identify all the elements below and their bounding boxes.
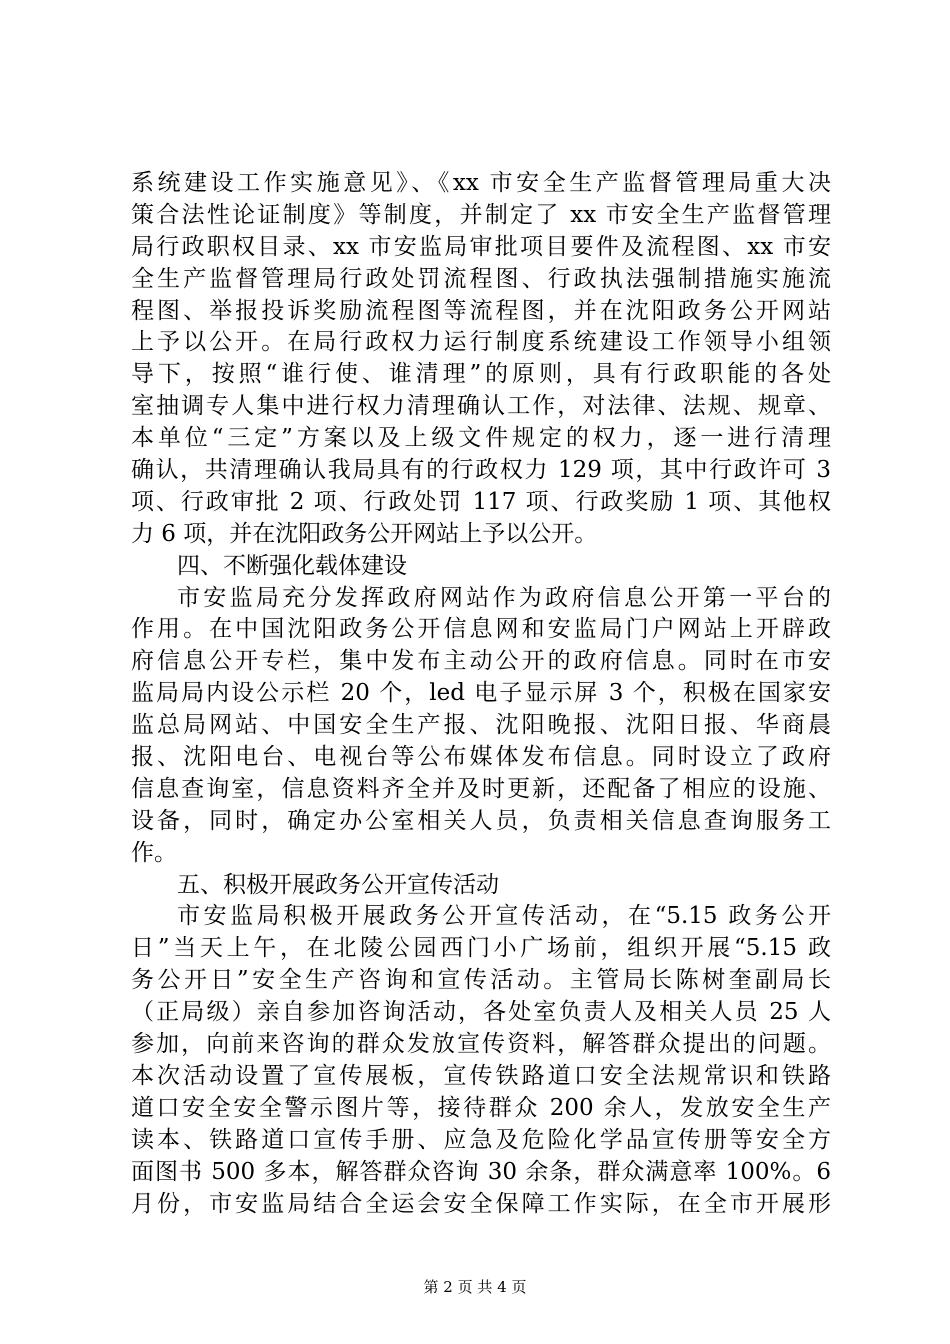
body-line: 设备，同时，确定办公室相关人员，负责相关信息查询服务工 bbox=[131, 807, 831, 834]
body-line: 道口安全安全警示图片等，接待群众 200 余人，发放安全生产 bbox=[131, 1094, 831, 1121]
body-line: 市安监局充分发挥政府网站作为政府信息公开第一平台的 bbox=[177, 584, 831, 611]
body-line: 局行政职权目录、xx 市安监局审批项目要件及流程图、xx 市安 bbox=[131, 233, 831, 260]
body-line: 监局局内设公示栏 20 个，led 电子显示屏 3 个，积极在国家安 bbox=[131, 680, 831, 707]
body-line: 参加，向前来咨询的群众发放宣传资料，解答群众提出的问题。 bbox=[131, 1031, 831, 1058]
body-line: 系统建设工作实施意见》、《xx 市安全生产监督管理局重大决 bbox=[131, 170, 831, 196]
body-line: 策合法性论证制度》等制度，并制定了 xx 市安全生产监督管理 bbox=[131, 201, 831, 228]
body-line: 上予以公开。在局行政权力运行制度系统建设工作领导小组领 bbox=[131, 329, 831, 356]
body-line: 确认，共清理确认我局具有的行政权力 129 项，其中行政许可 3 bbox=[131, 457, 831, 484]
body-line: （正局级）亲自参加咨询活动，各处室负责人及相关人员 25 人 bbox=[131, 999, 831, 1026]
body-line: 报、沈阳电台、电视台等公布媒体发布信息。同时设立了政府 bbox=[131, 744, 831, 771]
body-line: 务公开日”安全生产咨询和宣传活动。主管局长陈树奎副局长 bbox=[131, 967, 831, 994]
body-line: 程图、举报投诉奖励流程图等流程图，并在沈阳政务公开网站 bbox=[131, 297, 831, 324]
section-heading: 四、不断强化载体建设 bbox=[177, 552, 407, 579]
body-line: 读本、铁路道口宣传手册、应急及危险化学品宣传册等安全方 bbox=[131, 1126, 831, 1153]
body-line: 作。 bbox=[131, 839, 177, 866]
body-line: 日”当天上午，在北陵公园西门小广场前，组织开展“5.15 政 bbox=[131, 935, 831, 962]
body-line: 监总局网站、中国安全生产报、沈阳晚报、沈阳日报、华商晨 bbox=[131, 712, 831, 739]
section-heading: 五、积极开展政务公开宣传活动 bbox=[177, 871, 499, 898]
body-line: 导下，按照“谁行使、谁清理”的原则，具有行政职能的各处 bbox=[131, 361, 831, 388]
body-line: 本单位“三定”方案以及上级文件规定的权力，逐一进行清理 bbox=[131, 425, 831, 452]
body-line: 月份，市安监局结合全运会安全保障工作实际，在全市开展形 bbox=[131, 1190, 831, 1217]
page-number-footer: 第 2 页 共 4 页 bbox=[423, 1278, 527, 1296]
body-line: 室抽调专人集中进行权力清理确认工作，对法律、法规、规章、 bbox=[131, 393, 831, 420]
body-line: 力 6 项，并在沈阳政务公开网站上予以公开。 bbox=[131, 520, 598, 547]
body-line: 面图书 500 多本，解答群众咨询 30 余条，群众满意率 100%。6 bbox=[131, 1158, 831, 1185]
body-line: 全生产监督管理局行政处罚流程图、行政执法强制措施实施流 bbox=[131, 265, 831, 292]
body-line: 作用。在中国沈阳政务公开信息网和安监局门户网站上开辟政 bbox=[131, 616, 831, 643]
body-line: 信息查询室，信息资料齐全并及时更新，还配备了相应的设施、 bbox=[131, 775, 831, 802]
body-line: 项、行政审批 2 项、行政处罚 117 项、行政奖励 1 项、其他权 bbox=[131, 488, 831, 515]
body-line: 市安监局积极开展政务公开宣传活动，在“5.15 政务公开 bbox=[177, 903, 831, 930]
document-body bbox=[131, 168, 831, 1220]
body-line: 府信息公开专栏，集中发布主动公开的政府信息。同时在市安 bbox=[131, 648, 831, 675]
body-line: 本次活动设置了宣传展板，宣传铁路道口安全法规常识和铁路 bbox=[131, 1062, 831, 1089]
